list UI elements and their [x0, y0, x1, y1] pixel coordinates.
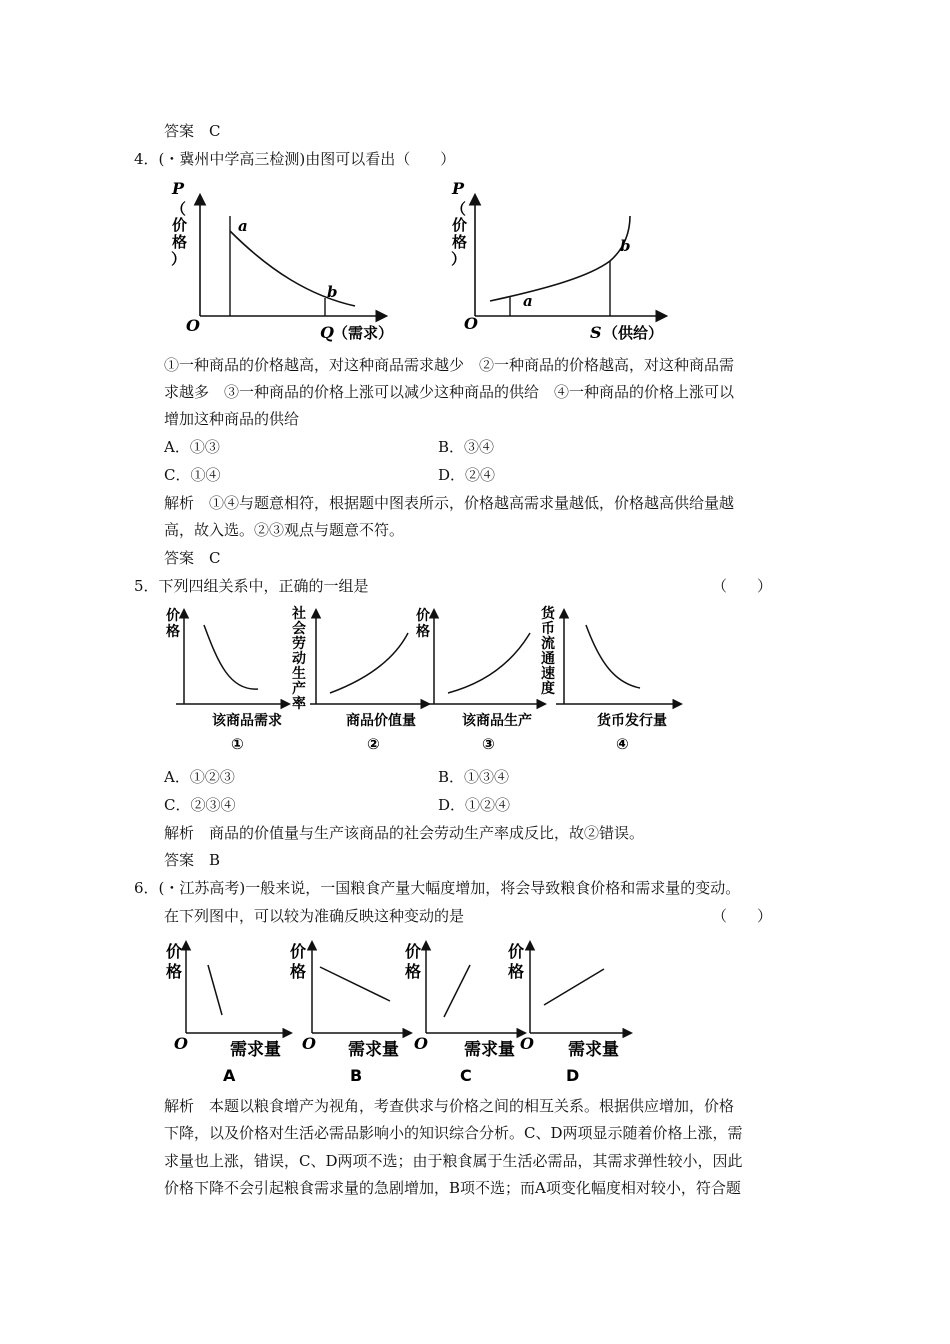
- q5-option-d: D．①②④: [438, 796, 511, 814]
- q6-answer-paren: （ ）: [712, 907, 773, 925]
- q4-left-y-var: P: [172, 179, 185, 198]
- q4-left-point-b: b: [327, 283, 338, 301]
- q4-left-x-label: （需求）: [333, 324, 394, 342]
- svg-text:度: 度: [541, 681, 555, 697]
- q6-graph-b-x-label: 需求量: [348, 1040, 399, 1060]
- svg-text:格: 格: [416, 624, 430, 640]
- q4-right-point-a: a: [523, 292, 533, 310]
- q6-graph-a-letter: A: [223, 1066, 236, 1085]
- svg-text:格: 格: [405, 962, 422, 981]
- q6-graph-b-line: [320, 967, 390, 1001]
- q4-answer: 答案 C: [164, 549, 221, 567]
- q5-graph-4: [541, 605, 680, 753]
- svg-text:O: O: [520, 1034, 534, 1053]
- svg-text:格: 格: [290, 962, 307, 981]
- q4-right-x-label: （供给）: [603, 324, 664, 342]
- svg-text:通: 通: [541, 651, 555, 667]
- q6-analysis-4: 价格下降不会引起粮食需求量的急剧增加，B项不选；而A项变化幅度相对较小，符合题: [164, 1179, 741, 1197]
- svg-text:货: 货: [541, 606, 555, 622]
- svg-text:价: 价: [166, 608, 180, 624]
- q5-graph-1: [166, 607, 288, 753]
- svg-text:价: 价: [452, 216, 468, 234]
- svg-text:（: （: [171, 200, 187, 218]
- svg-text:格: 格: [452, 233, 468, 251]
- svg-text:价: 价: [508, 942, 525, 961]
- svg-text:价: 价: [416, 608, 430, 624]
- q5-graph-2: [291, 605, 428, 753]
- q4-option-d: D．②④: [438, 466, 496, 484]
- q6-graph-a: [166, 942, 290, 1085]
- q6-graph-d-line: [544, 969, 604, 1005]
- q6-stem-1: 6．(・江苏高考)一般来说，一国粮食产量大幅度增加，将会导致粮食价格和需求量的变动。: [134, 879, 741, 897]
- q5-option-c: C．②③④: [164, 796, 236, 814]
- q5-graph-3-x-label: 该商品生产: [462, 713, 532, 729]
- svg-text:会: 会: [292, 621, 306, 637]
- svg-text:P: P: [452, 179, 465, 198]
- svg-text:）: ）: [171, 250, 187, 268]
- svg-text:O: O: [414, 1034, 428, 1053]
- q6-figure: [160, 935, 640, 1090]
- svg-text:格: 格: [172, 233, 188, 251]
- q6-graph-a-line: [208, 965, 222, 1015]
- svg-text:价: 价: [290, 942, 307, 961]
- svg-text:流: 流: [541, 636, 555, 652]
- q4-stem: 4．(・冀州中学高三检测)由图可以看出（ ）: [134, 150, 456, 168]
- q5-graph-3-number: ③: [482, 735, 495, 753]
- q6-graph-b-letter: B: [350, 1066, 363, 1085]
- svg-text:O: O: [174, 1034, 188, 1053]
- svg-text:格: 格: [166, 624, 180, 640]
- q5-graph-4-x-label: 货币发行量: [597, 713, 667, 729]
- q4-option-a: A．①③: [164, 438, 220, 456]
- q4-supply-graph: [451, 179, 665, 342]
- q4-left-point-a: a: [238, 217, 248, 235]
- q5-figure: [160, 603, 700, 758]
- svg-text:）: ）: [451, 250, 467, 268]
- svg-text:O: O: [464, 314, 478, 333]
- q4-analysis-1: 解析 ①④与题意相符，根据题中图表所示，价格越高需求量越低，价格越高供给量越: [164, 494, 735, 512]
- q5-graph-1-number: ①: [231, 735, 244, 753]
- svg-text:劳: 劳: [292, 636, 306, 652]
- q5-graph-1-x-label: 该商品需求: [212, 713, 282, 729]
- q6-graph-d-x-label: 需求量: [568, 1040, 619, 1060]
- q3-answer: 答案 C: [164, 122, 221, 140]
- q4-right-point-b: b: [620, 237, 631, 255]
- svg-text:格: 格: [166, 962, 183, 981]
- q4-supply-curve: [490, 216, 630, 301]
- q5-graph-4-number: ④: [616, 735, 629, 753]
- svg-text:O: O: [302, 1034, 316, 1053]
- svg-text:动: 动: [292, 651, 306, 667]
- q6-graph-d-letter: D: [566, 1066, 580, 1085]
- q6-graph-d: [508, 942, 630, 1085]
- svg-text:（: （: [451, 200, 467, 218]
- q6-graph-c-x-label: 需求量: [464, 1040, 515, 1060]
- q5-graph-4-curve: [586, 625, 640, 688]
- q4-statement-3: 增加这种商品的供给: [164, 410, 300, 428]
- q4-option-c: C．①④: [164, 466, 221, 484]
- q6-graph-a-x-label: 需求量: [230, 1040, 281, 1060]
- svg-text:S: S: [590, 323, 602, 342]
- q4-demand-graph: [171, 179, 393, 342]
- svg-text:格: 格: [508, 962, 525, 981]
- q5-graph-1-curve: [204, 625, 258, 689]
- q5-analysis: 解析 商品的价值量与生产该商品的社会劳动生产率成反比，故②错误。: [164, 824, 645, 842]
- q4-option-b: B．③④: [438, 438, 495, 456]
- svg-text:币: 币: [541, 621, 555, 637]
- q5-graph-3: [416, 607, 544, 753]
- q6-analysis-1: 解析 本题以粮食增产为视角，考查供求与价格之间的相互关系。根据供应增加，价格: [164, 1097, 735, 1115]
- q5-option-b: B．①③④: [438, 768, 510, 786]
- q6-analysis-2: 下降，以及价格对生活必需品影响小的知识综合分析。C、D两项显示随着价格上涨，需: [164, 1124, 743, 1142]
- q6-graph-c-letter: C: [460, 1066, 472, 1085]
- q4-figure: [160, 176, 690, 346]
- svg-text:价: 价: [166, 942, 183, 961]
- svg-text:Q: Q: [320, 323, 334, 342]
- svg-text:价: 价: [172, 216, 188, 234]
- q4-left-origin: O: [186, 316, 200, 335]
- q4-statement-2: 求越多 ③一种商品的价格上涨可以减少这种商品的供给 ④一种商品的价格上涨可以: [164, 383, 735, 401]
- q4-analysis-2: 高，故入选。②③观点与题意不符。: [164, 521, 405, 539]
- q6-analysis-3: 求量也上涨，错误，C、D两项不选；由于粮食属于生活必需品，其需求弹性较小，因此: [164, 1152, 743, 1170]
- svg-text:价: 价: [405, 942, 422, 961]
- q5-answer-paren: （ ）: [712, 577, 773, 595]
- svg-text:社: 社: [292, 606, 306, 622]
- q5-graph-2-x-label: 商品价值量: [346, 713, 416, 729]
- q5-graph-2-curve: [330, 633, 408, 693]
- svg-text:速: 速: [541, 666, 555, 682]
- svg-text:生: 生: [292, 666, 306, 682]
- svg-text:产: 产: [292, 681, 306, 697]
- q5-graph-3-curve: [448, 633, 530, 693]
- q5-stem: 5．下列四组关系中，正确的一组是: [134, 577, 369, 595]
- q6-graph-c-line: [444, 965, 470, 1017]
- q5-graph-2-number: ②: [367, 735, 380, 753]
- svg-text:率: 率: [292, 696, 306, 712]
- q5-option-a: A．①②③: [164, 768, 235, 786]
- q5-answer: 答案 B: [164, 851, 221, 869]
- q6-graph-b: [290, 942, 410, 1085]
- q4-statement-1: ①一种商品的价格越高，对这种商品需求越少 ②一种商品的价格越高，对这种商品需: [164, 356, 735, 374]
- q6-stem-2: 在下列图中，可以较为准确反映这种变动的是: [164, 907, 465, 925]
- q6-graph-c: [405, 942, 524, 1085]
